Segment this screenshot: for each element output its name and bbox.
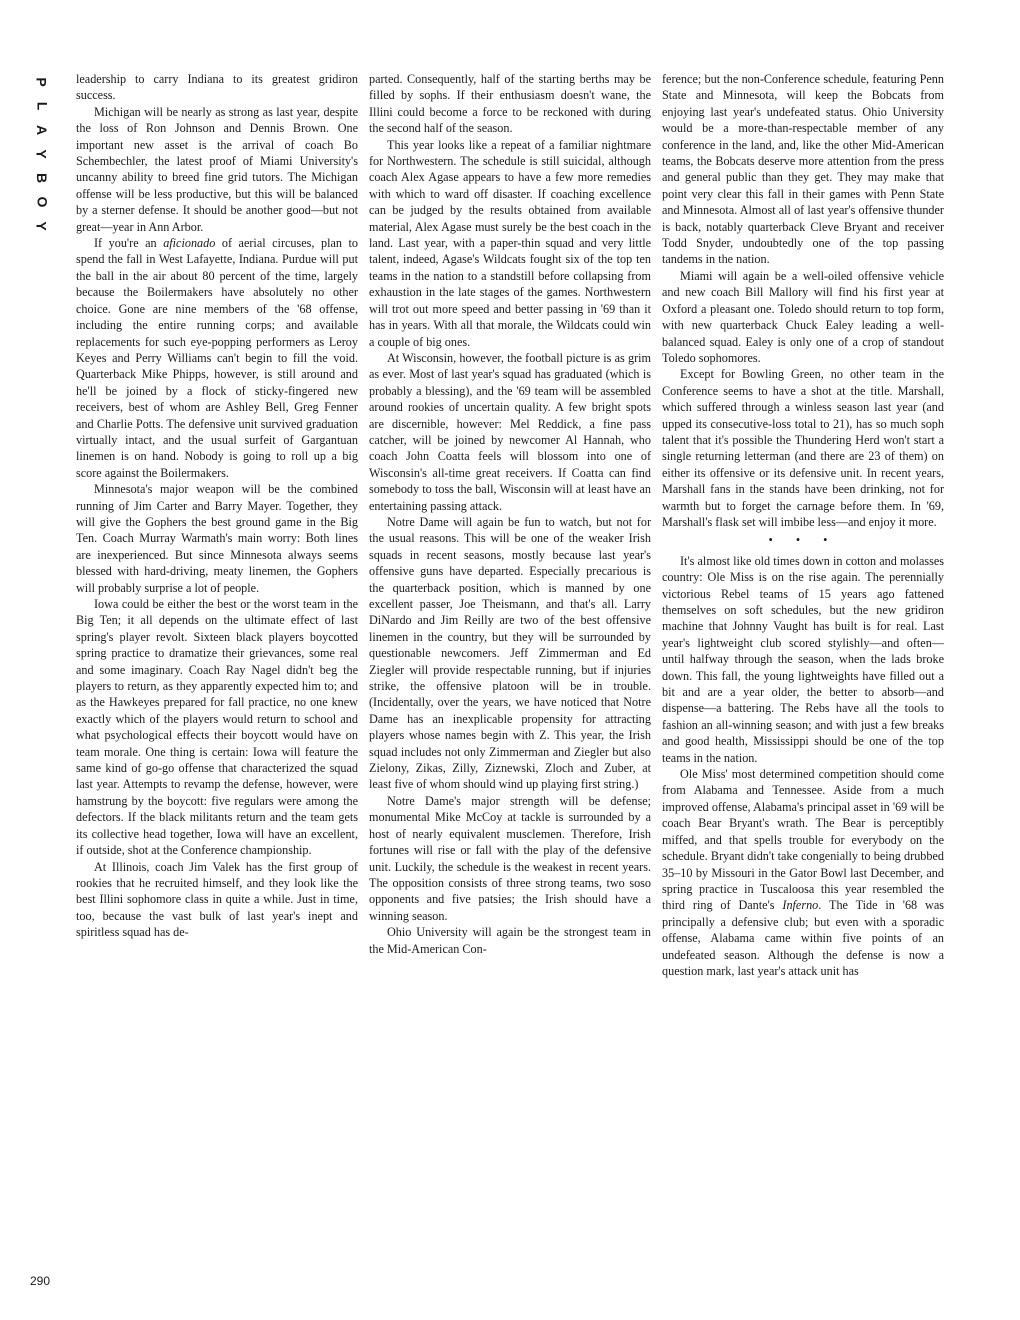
paragraph: Michigan will be nearly as strong as last year, despite the loss of Ron Johnson and Dennis Brown. One important new asset is the arrival of coach Bo Schembechler, the latest proof of Miami University's uncanny ability to breed fine grid tutors. The Michigan offense will be less productive, but this will be balanced by a sterner defense. It should be another good—but not great—year in Ann Arbor. bbox=[76, 104, 358, 234]
magazine-name-letter: B bbox=[34, 172, 50, 184]
paragraph: Ole Miss' most determined competition should come from Alabama and Tennessee. Aside from a much improved offense, Alabama's principal asset in '69 will be coach Bear Bryant's wrath. The Bear is perceptibly miffed, and that spells trouble for everybody on the schedule. Bryant didn't take congenially to being drubbed 35–10 by Missouri in the Gator Bowl last December, and spring practice in Tuscaloosa this year resembled the third ring of Dante's Inferno. The Tide in '68 was principally a defensive club; but even with a sporadic offense, Alabama came within five points of an undefeated season. Although the defense is now a question mark, last year's attack unit has bbox=[662, 767, 944, 978]
magazine-name-letter: Y bbox=[34, 221, 50, 231]
paragraph: Miami will again be a well-oiled offensive vehicle and new coach Bill Mallory will find his first year at Oxford a pleasant one. Toledo should return to top form, with new quarterback Chuck Ealey leading a well-balanced squad. Ealey is only one of a crop of standout Toledo sophomores. bbox=[662, 268, 944, 365]
paragraph: Except for Bowling Green, no other team in the Conference seems to have a shot at the title. Marshall, which suffered through a winless season last year (and upped its consecutive-loss total to 21), has so much soph talent that it's possible the Thundering Herd won't start a single returning letterman (and there are 23 of them) on either its offensive or its defensive unit. In recent years, Marshall fans in the stands have been drinking, not for warmth but to forget the carnage before them. In '69, Marshall's flask set will imbibe less—and enjoy it more. bbox=[662, 367, 944, 529]
page-number: 290 bbox=[30, 1274, 51, 1288]
paragraph: At Illinois, coach Jim Valek has the first group of rookies that he recruited himself, and they look like the best Illini sophomore class in quite a while. Just in time, too, because the vast bulk of last year's inept and spiritless squad has de- bbox=[76, 859, 358, 940]
text-column-3 bbox=[662, 71, 944, 979]
paragraph: leadership to carry Indiana to its greatest gridiron success. bbox=[76, 72, 358, 103]
magazine-name-letter: P bbox=[34, 77, 50, 87]
paragraph: parted. Consequently, half of the starting berths may be filled by sophs. If their enthusiasm doesn't wane, the Illini could become a force to be reckoned with during the second half of the season. bbox=[369, 72, 651, 136]
paragraph: This year looks like a repeat of a familiar nightmare for Northwestern. The schedule is still suicidal, although coach Alex Agase appears to have a few more remedies with which to ward off disaster. If coaching excellence can be judged by the results obtained from available material, Alex Agase must surely be the best coach in the land. Last year, with a paper-thin squad and very little talent, indeed, Agase's Wildcats fought six of the top ten teams in the nation to a standstill before collapsing from exhaustion in the late stages of the games. Northwestern will trot out more speed and better passing in '69 than it has in years. With all that morale, the Wildcats could win a couple of big ones. bbox=[369, 137, 651, 349]
paragraph: Iowa could be either the best or the worst team in the Big Ten; it all depends on the ultimate effect of last spring's player revolt. Sixteen black players boycotted spring practice to dramatize their grievances, some real and some imaginary. Coach Ray Nagel didn't beg the players to return, as they apparently expected him to; and as the Hawkeyes prepared for fall practice, no one knew exactly which of the players would return to school and what psychological effects their boycott would have on team morale. One thing is certain: Iowa will feature the same kind of go-go offense that characterized the squad last year. Attempts to revamp the defense, however, were hamstrung by the boycott: five regulars were among the defectors. If the black militants return and the team gets its collective head together, Iowa will have an excellent, if outside, shot at the Conference championship. bbox=[76, 597, 358, 858]
section-separator: • • • bbox=[768, 533, 838, 548]
paragraph: It's almost like old times down in cotton and molasses country: Ole Miss is on the rise again. The perennially victorious Rebel teams of 15 years ago fattened themselves on soft schedules, but the new gridiron machine that Johnny Vaught has built is for real. Last year's lightweight club scored stylishly—and often—until halfway through the season, when the lads broke down. This fall, the young lightweights have filled out a bit and are a year older, the better to absorb—and dispense—a battering. The Rebs have all the tools to fashion an all-winning season; and with just a few breaks and good health, Mississippi should be one of the top teams in the nation. bbox=[662, 553, 944, 765]
paragraph: At Wisconsin, however, the football picture is as grim as ever. Most of last year's squad has graduated (which is probably a blessing), and the '69 team will be assembled around rookies of uncertain quality. A few bright spots are discernible, however: Mel Reddick, a fine pass catcher, will be joined by newcomer Al Hannah, who coach John Coatta feels will blossom into one of Wisconsin's all-time great receivers. If Coatta can find somebody to toss the ball, Wisconsin will at least have an entertaining passing attack. bbox=[369, 350, 651, 513]
magazine-name-letter: A bbox=[34, 124, 50, 136]
text-column-2 bbox=[369, 71, 651, 957]
magazine-name-letter: Y bbox=[34, 149, 50, 159]
paragraph: If you're an aficionado of aerial circuses, plan to spend the fall in West Lafayette, Indiana. Purdue will put the ball in the air about 80 percent of the time, largely because the Boilermakers have absolutely no other choice. Gone are nine members of the '68 offense, including the entire running corps; and available replacements for such eye-popping performers as Leroy Keyes and Perry Williams can't begin to fill the void. Quarterback Mike Phipps, however, is still around and he'll be joined by a flock of sticky-fingered new receivers, best of whom are Ashley Bell, Greg Fenner and Charlie Potts. The defensive unit survived graduation virtually intact, and the usual surfeit of Gargantuan linemen is on hand. Nobody is going to roll up a big score against the Boilermakers. bbox=[76, 236, 358, 480]
paragraph: Minnesota's major weapon will be the combined running of Jim Carter and Barry Mayer. Together, they will give the Gophers the best ground game in the Big Ten. Coach Murray Warmath's main worry: Both lines are inexperienced. But since Minnesota always seems blessed with hard-driving, meaty linemen, the Gophers will probably surprise a lot of people. bbox=[76, 482, 358, 595]
paragraph: ference; but the non-Conference schedule, featuring Penn State and Minnesota, will keep the Bobcats from enjoying last year's undefeated status. Ohio University would be a more-than-respectable member of any conference in the land, and, like the other Mid-American teams, the Bobcats deserve more attention from the press and general public than they get. They may make that point very clear this fall in their games with Penn State and Minnesota. Almost all of last year's offensive thunder is back, notably quarterback Cleve Bryant and receiver Todd Snyder, undoubtedly one of the top passing tandems in the nation. bbox=[662, 72, 944, 267]
paragraph: Ohio University will again be the strongest team in the Mid-American Con- bbox=[369, 925, 651, 956]
magazine-name-vertical bbox=[30, 70, 54, 238]
text-column-1 bbox=[76, 71, 358, 941]
paragraph: Notre Dame will again be fun to watch, but not for the usual reasons. This will be one of the weaker Irish squads in recent seasons, mostly because last year's offensive guns have departed. Especially precarious is the quarterback position, which is manned by one excellent passer, Joe Theismann, and that's all. Larry DiNardo and Jim Reilly are two of the best offensive linemen in the country, but they will be surrounded by questionable newcomers. Jeff Zimmerman and Ed Ziegler will provide respectable running, but if injuries strike, the offensive platoon will be in trouble. (Incidentally, over the years, we have noticed that Notre Dame has an inexplicable propensity for attracting players whose names begin with Z. This year, the Irish squad includes not only Zimmerman and Ziegler but also Zielony, Zikas, Zilly, Ziznewski, Zloch and Zuber, at least five of whom should wind up playing first string.) bbox=[369, 514, 651, 792]
magazine-name-letter: L bbox=[34, 101, 50, 111]
magazine-name-letter: O bbox=[33, 196, 50, 208]
paragraph: Notre Dame's major strength will be defense; monumental Mike McCoy at tackle is surrounded by a host of nearly equivalent musclemen. Therefore, Irish fortunes will rise or fall with the play of the defensive unit. Luckily, the schedule is the weakest in recent years. The opposition consists of three strong teams, two soso opponents and five patsies; the Irish should have a winning season. bbox=[369, 793, 651, 923]
